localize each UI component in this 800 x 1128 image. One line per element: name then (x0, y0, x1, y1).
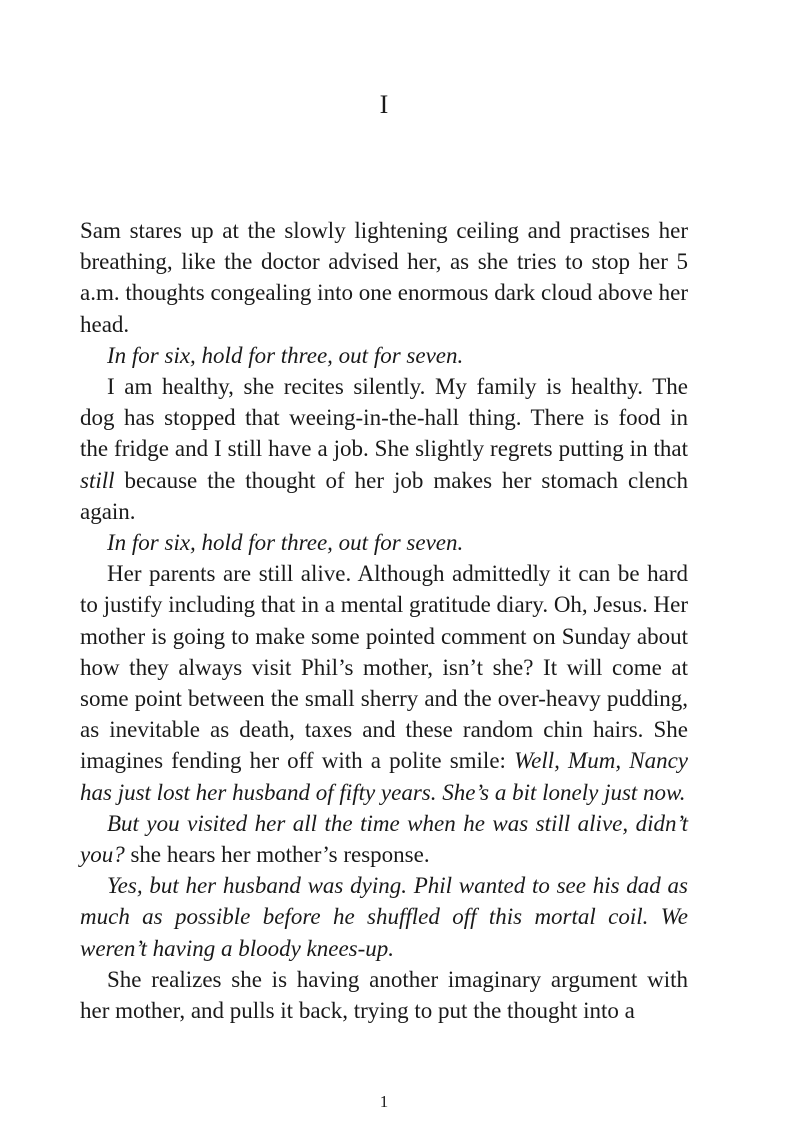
italic-text: In for six, hold for three, out for seven. (107, 530, 464, 556)
text-run: Sam stares up at the slowly lightening ceiling and practises her breathing, like the doctor advised her, as she tries to stop her 5 a.m. thoughts congealing into one enormous dark cloud above her head. (80, 218, 688, 337)
italic-text: In for six, hold for three, out for seven. (107, 342, 464, 368)
paragraph (80, 371, 688, 527)
text-run: I am healthy, she recites silently. My family is healthy. The dog has stopped that weeing-in-the-hall thing. There is food in the fridge and I still have a job. She slightly regrets putting in that (80, 374, 688, 462)
text-run: because the thought of her job makes her stomach clench again. (80, 467, 688, 524)
text-run: She realizes she is having another imaginary argument with her mother, and pulls it back, trying to put the thought into a (80, 966, 688, 1024)
chapter-number: I (379, 90, 389, 119)
text-run: Her parents are still alive. Although admittedly it can be hard to justify including that in a mental gratitude diary. Oh, Jesus. Her mother is going to make some pointed comment on Sunday about how they always visit Phil’s mother, isn’t she? It will come at some point between the small sherry and the over-heavy pudding, as inevitable as death, taxes and these random chin hairs. She imagines fending her off with a polite smile: (80, 561, 688, 774)
paragraph (80, 808, 688, 870)
italic-text: still (80, 467, 115, 493)
italic-text: But you visited her all the time when he was still alive, didn’t you? (80, 810, 688, 868)
body-text (80, 215, 688, 1026)
italic-text: Yes, but her husband was dying. Phil wanted to see his dad as much as possible before he shuffled off this mortal coil. We weren’t having a bloody knees-up. (80, 873, 688, 961)
paragraph (80, 558, 688, 808)
page-number: 1 (379, 1092, 389, 1111)
paragraph (80, 527, 688, 558)
paragraph (80, 870, 688, 964)
italic-text: Well, Mum, Nancy has just lost her husband of fifty years. She’s a bit lonely just now. (80, 748, 688, 805)
text-run: she hears her mother’s response. (124, 842, 430, 868)
paragraph (80, 215, 688, 340)
paragraph (80, 340, 688, 371)
paragraph (80, 964, 688, 1026)
